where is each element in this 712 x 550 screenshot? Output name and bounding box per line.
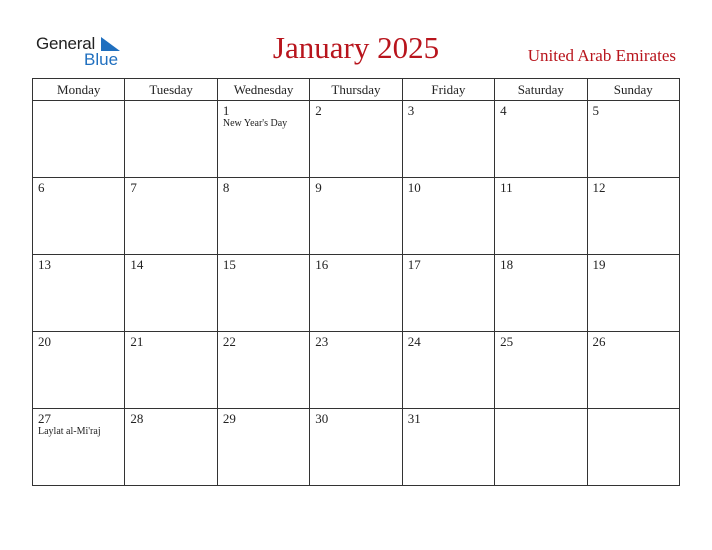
day-number: 10: [407, 180, 421, 195]
day-number: 31: [407, 411, 421, 426]
day-number: 4: [500, 103, 507, 118]
day-cell: [495, 101, 587, 178]
day-number: 2: [315, 103, 322, 118]
day-cell-content: [218, 101, 309, 177]
day-cell: [217, 332, 309, 409]
week-row: [33, 255, 680, 332]
week-row: [33, 178, 680, 255]
day-cell: [217, 409, 309, 486]
day-cell-content: [33, 409, 124, 485]
day-number: 17: [407, 257, 421, 272]
day-cell: [310, 101, 402, 178]
day-number: 6: [38, 180, 45, 195]
day-number: 20: [38, 334, 51, 349]
holiday-label: Laylat al-Mi'raj: [38, 426, 101, 437]
day-cell: [587, 101, 679, 178]
day-number: 27: [38, 411, 51, 426]
day-number: 21: [130, 334, 144, 349]
weekday-header-row: [33, 79, 680, 101]
calendar-grid: [32, 78, 680, 486]
day-cell-content: [495, 101, 586, 177]
day-cell-content: [310, 409, 401, 485]
day-cell: [217, 101, 309, 178]
day-number: 14: [130, 257, 144, 272]
day-number: 13: [38, 257, 51, 272]
day-cell-content: [403, 178, 494, 254]
day-cell: [495, 178, 587, 255]
day-cell-content: [588, 101, 679, 177]
day-cell-content: [403, 101, 494, 177]
brand-word-blue: Blue: [84, 50, 119, 69]
day-cell: [33, 101, 125, 178]
day-cell-content: [310, 255, 401, 331]
day-cell-content: [218, 409, 309, 485]
day-cell: [495, 332, 587, 409]
day-number: 30: [315, 411, 329, 426]
day-cell-content: [588, 255, 679, 331]
day-cell-content: [310, 101, 401, 177]
day-cell-content: [125, 178, 216, 254]
week-row: [33, 332, 680, 409]
day-number: 15: [222, 257, 236, 272]
day-cell-content: [495, 409, 586, 485]
weekday-sunday: Sunday: [587, 79, 679, 101]
day-cell: [125, 409, 217, 486]
week-row: [33, 101, 680, 178]
day-cell-content: [125, 332, 216, 408]
day-number: 3: [407, 103, 415, 118]
day-cell-content: [403, 332, 494, 408]
day-cell-content: [310, 332, 401, 408]
day-number: 12: [592, 180, 606, 195]
brand-word-general: General: [36, 34, 96, 53]
day-cell-content: [495, 332, 586, 408]
holiday-label: New Year's Day: [222, 118, 288, 129]
day-cell: [310, 178, 402, 255]
day-cell: [495, 255, 587, 332]
day-number: 18: [500, 257, 514, 272]
day-cell-content: [310, 178, 401, 254]
day-number: 9: [315, 180, 322, 195]
weekday-saturday: Saturday: [495, 79, 587, 101]
day-cell: [402, 409, 494, 486]
day-cell: [310, 332, 402, 409]
day-number: 7: [130, 180, 137, 195]
country-name: United Arab Emirates: [527, 46, 676, 65]
weekday-wednesday: Wednesday: [217, 79, 309, 101]
day-number: 28: [130, 411, 144, 426]
week-row: [33, 409, 680, 486]
day-cell-content: [588, 332, 679, 408]
day-cell: [310, 409, 402, 486]
day-cell: [587, 332, 679, 409]
day-cell: [217, 255, 309, 332]
day-cell: [402, 255, 494, 332]
day-cell: [125, 332, 217, 409]
day-cell: [402, 101, 494, 178]
day-cell: [125, 101, 217, 178]
day-number: 23: [315, 334, 329, 349]
day-cell: [587, 178, 679, 255]
day-cell-content: [33, 255, 124, 331]
day-cell: [310, 255, 402, 332]
day-cell-content: [218, 178, 309, 254]
day-cell: [495, 409, 587, 486]
day-cell-content: [403, 255, 494, 331]
day-cell-content: [33, 332, 124, 408]
day-cell: [125, 255, 217, 332]
day-cell-content: [218, 332, 309, 408]
day-cell-content: [403, 409, 494, 485]
day-cell-content: [495, 178, 586, 254]
day-number: 24: [407, 334, 421, 349]
day-number: 29: [222, 411, 236, 426]
day-number: 11: [500, 180, 513, 195]
day-cell: [587, 255, 679, 332]
day-number: 26: [592, 334, 606, 349]
day-cell-content: [125, 409, 216, 485]
weekday-friday: Friday: [402, 79, 494, 101]
day-number: 25: [500, 334, 514, 349]
day-number: 22: [222, 334, 236, 349]
day-cell: [402, 332, 494, 409]
day-cell: [33, 178, 125, 255]
weekday-thursday: Thursday: [310, 79, 402, 101]
day-cell-content: [33, 178, 124, 254]
day-number: 1: [222, 103, 230, 118]
day-cell: [33, 409, 125, 486]
day-cell-content: [588, 409, 679, 485]
day-cell-content: [588, 178, 679, 254]
day-cell: [587, 409, 679, 486]
weekday-monday: Monday: [33, 79, 125, 101]
day-cell-content: [33, 101, 124, 177]
day-cell-content: [125, 101, 216, 177]
day-cell-content: [218, 255, 309, 331]
calendar-title: January 2025: [272, 30, 440, 65]
day-cell: [125, 178, 217, 255]
day-number: 5: [592, 103, 600, 118]
day-cell-content: [125, 255, 216, 331]
day-cell: [33, 332, 125, 409]
day-cell: [402, 178, 494, 255]
day-number: 8: [222, 180, 230, 195]
weekday-tuesday: Tuesday: [125, 79, 217, 101]
day-number: 16: [315, 257, 329, 272]
day-cell-content: [495, 255, 586, 331]
day-cell: [217, 178, 309, 255]
day-cell: [33, 255, 125, 332]
day-number: 19: [592, 257, 606, 272]
